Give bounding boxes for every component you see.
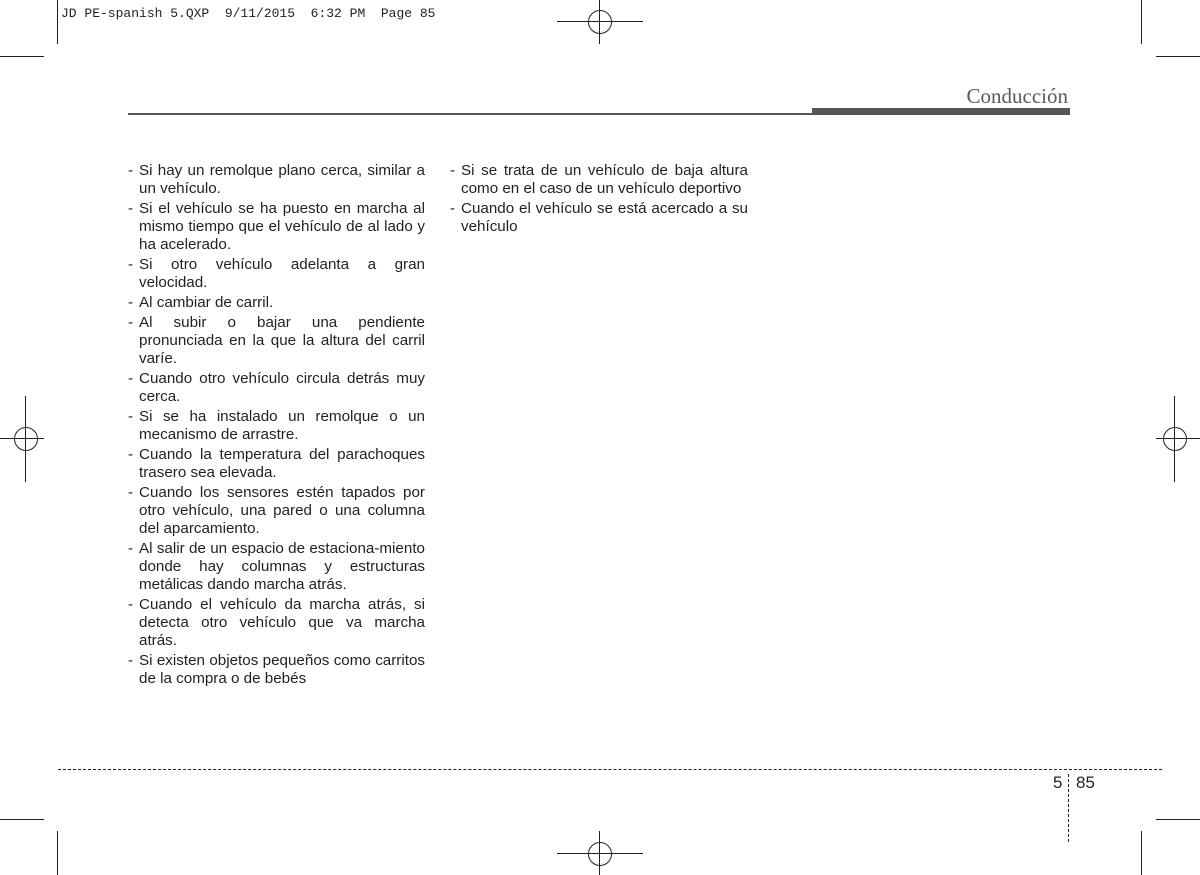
header-rule-thick — [812, 108, 1070, 115]
list-item: - Si existen objetos pequeños como carritos de la compra o de bebés — [128, 652, 425, 687]
chapter-number: 5 — [1053, 773, 1063, 792]
list-item: - Cuando el vehículo da marcha atrás, si detecta otro vehículo que va marcha atrás. — [128, 596, 425, 649]
crop-mark-tl-horizontal — [0, 56, 44, 57]
crop-mark-bl-horizontal — [0, 819, 44, 820]
crop-mark-bl-vertical — [57, 831, 58, 875]
list-item: - Cuando otro vehículo circula detrás muy cerca. — [128, 370, 425, 405]
list-item: - Si hay un remolque plano cerca, similar a un vehículo. — [128, 162, 425, 197]
crop-mark-tr-vertical — [1141, 0, 1142, 44]
left-column — [128, 162, 425, 690]
list-item: - Cuando los sensores estén tapados por otro vehículo, una pared o una columna del aparcamiento. — [128, 484, 425, 537]
list-item: - Si el vehículo se ha puesto en marcha al mismo tiempo que el vehículo de al lado y ha acelerado. — [128, 200, 425, 253]
list-item: - Al cambiar de carril. — [128, 294, 274, 311]
list-item: - Al subir o bajar una pendiente pronunciada en la que la altura del carril varíe. — [128, 314, 425, 367]
print-slug: JD PE-spanish 5.QXP 9/11/2015 6:32 PM Page 85 — [61, 6, 436, 21]
crop-mark-tl-vertical — [57, 0, 58, 44]
list-item: - Cuando el vehículo se está acercado a su vehículo — [450, 200, 748, 235]
crop-mark-tr-horizontal — [1156, 56, 1200, 57]
page-number: 85 — [1076, 773, 1095, 792]
crop-mark-br-vertical — [1141, 831, 1142, 875]
list-item: - Al salir de un espacio de estaciona-miento donde hay columnas y estructuras metálicas dando marcha atrás. — [128, 540, 425, 593]
middle-column — [450, 162, 748, 238]
list-item: - Si otro vehículo adelanta a gran velocidad. — [128, 256, 425, 291]
crop-mark-br-horizontal — [1156, 819, 1200, 820]
list-item: - Si se trata de un vehículo de baja altura como en el caso de un vehículo deportivo — [450, 162, 748, 197]
header-rule-thin — [128, 113, 812, 115]
list-item: - Si se ha instalado un remolque o un mecanismo de arrastre. — [128, 408, 425, 443]
footer-dotted-rule — [58, 769, 1162, 770]
list-item: - Cuando la temperatura del parachoques trasero sea elevada. — [128, 446, 425, 481]
section-title: Conducción — [966, 84, 1068, 108]
footer-dotted-divider — [1068, 774, 1069, 842]
